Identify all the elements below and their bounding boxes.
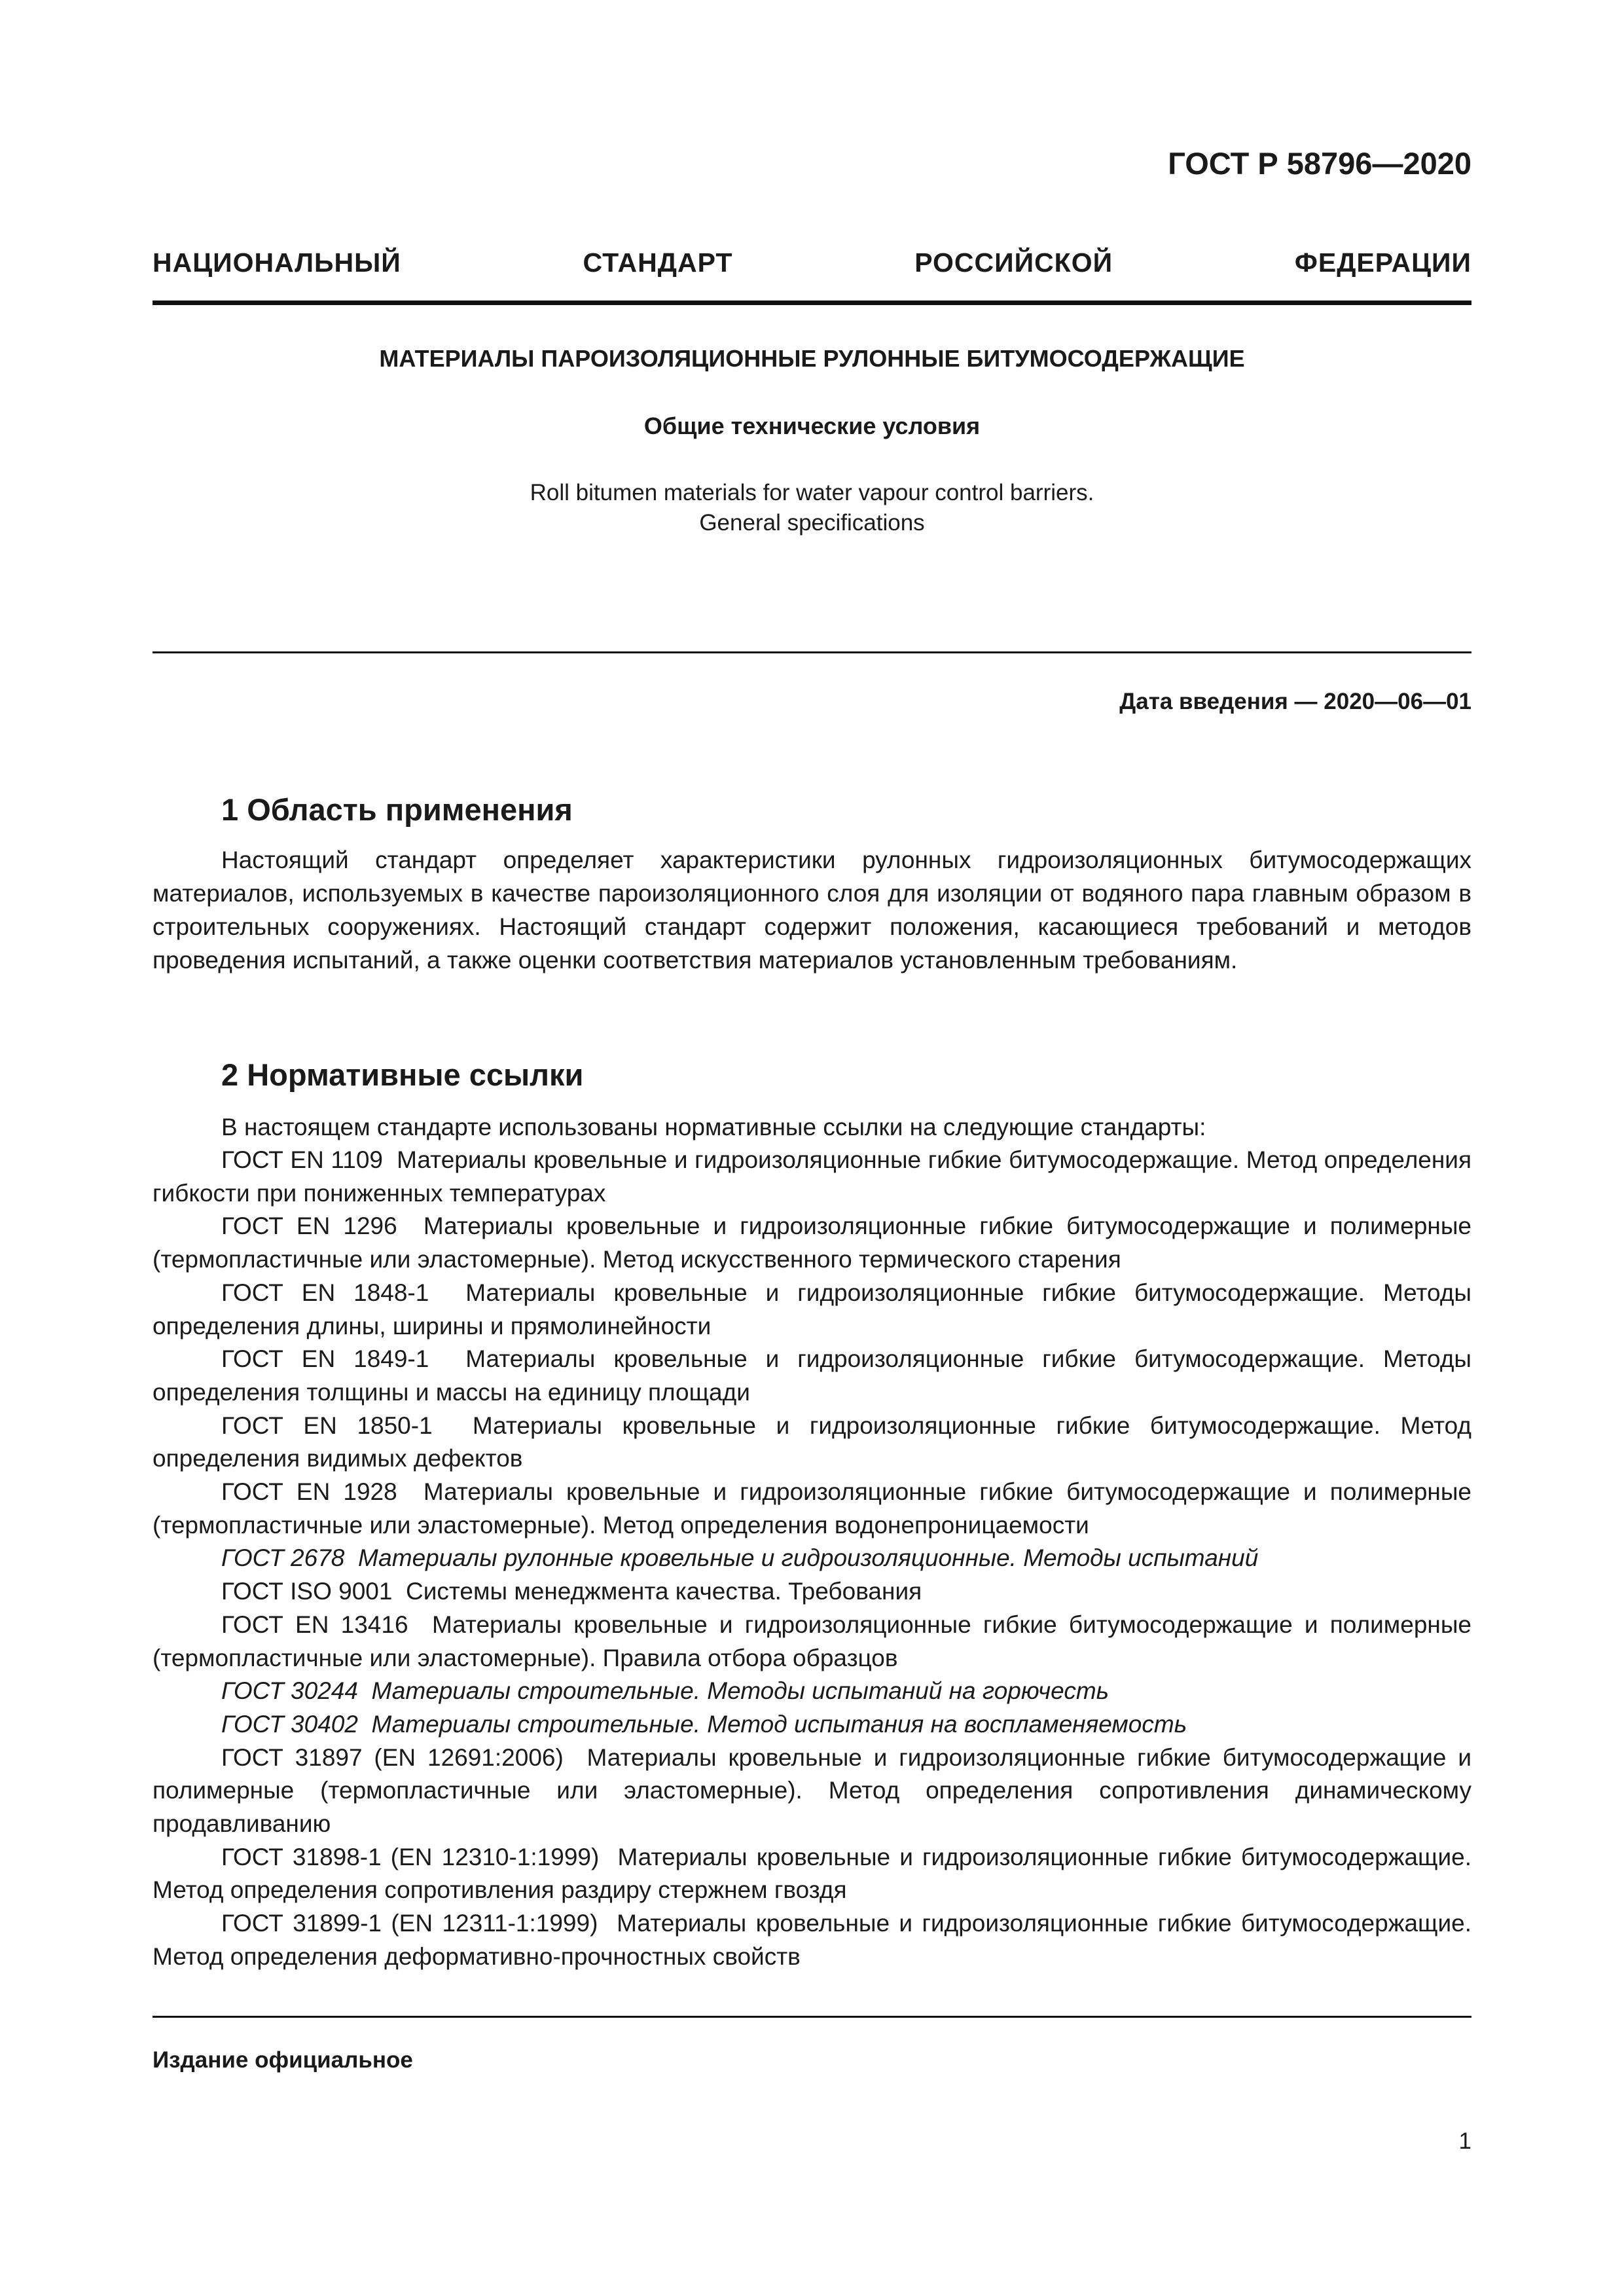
reference-item [153, 1343, 1471, 1409]
reference-item [153, 1476, 1471, 1542]
document-title: МАТЕРИАЛЫ ПАРОИЗОЛЯЦИОННЫЕ РУЛОННЫЕ БИТУМОСОДЕРЖАЩИЕ [379, 345, 1245, 372]
reference-item [153, 1277, 1471, 1343]
reference-code: ГОСТ EN 1850-1 [221, 1412, 433, 1439]
reference-code: ГОСТ EN 1109 [221, 1146, 383, 1173]
reference-item [153, 1841, 1471, 1907]
footer-divider [153, 2016, 1471, 2018]
reference-title: Материалы кровельные и гидроизоляционные гибкие битумосодержащие и полимерные (термопластичные или эластомерные). Метод определения сопротивления динамическому продавливанию [153, 1743, 1472, 1838]
reference-title: Материалы кровельные и гидроизоляционные гибкие битумосодержащие. Методы определения толщины и массы на единицу площади [153, 1345, 1472, 1406]
reference-code: ГОСТ EN 1849-1 [221, 1345, 429, 1373]
reference-code: ГОСТ 30244 [221, 1677, 358, 1705]
reference-code: ГОСТ 2678 [221, 1544, 345, 1572]
title-divider [153, 651, 1471, 653]
official-edition-label: Издание официальное [153, 2047, 413, 2073]
reference-title: Материалы кровельные и гидроизоляционные гибкие битумосодержащие и полимерные (термопластичные или эластомерные). Метод определения водонепроницаемости [153, 1478, 1472, 1539]
reference-code: ГОСТ 31898-1 (EN 12310-1:1999) [221, 1843, 600, 1870]
section-scope [153, 790, 1471, 977]
reference-title: Материалы кровельные и гидроизоляционные гибкие битумосодержащие. Метод определения деформативно-прочностных свойств [153, 1910, 1472, 1970]
reference-item [153, 1907, 1471, 1973]
reference-item-withdrawn [153, 1708, 1471, 1741]
reference-title: Материалы кровельные и гидроизоляционные гибкие битумосодержащие. Метод определения видимых дефектов [153, 1412, 1471, 1472]
reference-item [153, 1144, 1471, 1210]
page-number: 1 [1458, 2128, 1471, 2154]
reference-item-withdrawn [153, 1675, 1471, 1708]
reference-title: Материалы рулонные кровельные и гидроизоляционные. Методы испытаний [357, 1544, 1259, 1572]
reference-item [153, 1609, 1471, 1675]
reference-code: ГОСТ 31897 (EN 12691:2006) [221, 1743, 564, 1771]
english-title-line-2: General specifications [699, 510, 925, 536]
reference-title: Материалы кровельные и гидроизоляционные гибкие битумосодержащие. Метод определения гибкости при пониженных температурах [153, 1146, 1471, 1207]
reference-title: Материалы строительные. Метод испытания на воспламеняемость [371, 1710, 1187, 1738]
reference-item [153, 1575, 1471, 1609]
reference-title: Материалы кровельные и гидроизоляционные гибкие битумосодержащие. Методы определения длины, ширины и прямолинейности [153, 1279, 1472, 1339]
reference-code: ГОСТ ISO 9001 [221, 1578, 393, 1605]
reference-title: Материалы кровельные и гидроизоляционные гибкие битумосодержащие. Метод определения сопротивления раздиру стержнем гвоздя [153, 1843, 1471, 1904]
reference-title: Материалы кровельные и гидроизоляционные гибкие битумосодержащие и полимерные (термопластичные или эластомерные). Метод искусственного термического старения [153, 1212, 1472, 1273]
references-intro: В настоящем стандарте использованы нормативные ссылки на следующие стандарты: [221, 1114, 1206, 1140]
reference-item [153, 1741, 1471, 1841]
section-normative-references [153, 1055, 1471, 1974]
reference-title: Материалы строительные. Методы испытаний на горючесть [371, 1677, 1110, 1705]
section-heading: 2 Нормативные ссылки [221, 1057, 584, 1092]
reference-code: ГОСТ EN 13416 [221, 1611, 408, 1638]
reference-code: ГОСТ EN 1848-1 [221, 1279, 429, 1306]
reference-title: Системы менеджмента качества. Требования [406, 1578, 922, 1605]
section-heading: 1 Область применения [221, 792, 573, 827]
document-subtitle: Общие технические условия [643, 412, 981, 439]
introduction-date: Дата введения — 2020—06—01 [1119, 689, 1471, 714]
reference-item-withdrawn [153, 1542, 1471, 1575]
national-standard-title: НАЦИОНАЛЬНЫЙ СТАНДАРТ РОССИЙСКОЙ ФЕДЕРАЦИИ [153, 247, 1471, 278]
reference-item [153, 1210, 1471, 1276]
reference-item [153, 1410, 1471, 1476]
english-title [153, 478, 1471, 538]
standard-code: ГОСТ Р 58796—2020 [1168, 146, 1471, 181]
reference-code: ГОСТ 30402 [221, 1710, 358, 1738]
header-divider [153, 301, 1471, 305]
reference-title: Материалы кровельные и гидроизоляционные гибкие битумосодержащие и полимерные (термопластичные или эластомерные). Правила отбора образцов [153, 1611, 1471, 1671]
english-title-line-1: Roll bitumen materials for water vapour control barriers. [530, 480, 1094, 505]
section-paragraph: Настоящий стандарт определяет характеристики рулонных гидроизоляционных битумосодержащих материалов, используемых в качестве пароизоляционного слоя для изоляции от водяного пара главным образом в строительных сооружениях. Настоящий стандарт содержит положения, касающиеся требований и методов проведения испытаний, а также оценки соответствия материалов установленным требованиям. [153, 847, 1471, 974]
reference-code: ГОСТ 31899-1 (EN 12311-1:1999) [221, 1910, 598, 1937]
reference-code: ГОСТ EN 1296 [221, 1212, 397, 1240]
reference-code: ГОСТ EN 1928 [221, 1478, 397, 1506]
